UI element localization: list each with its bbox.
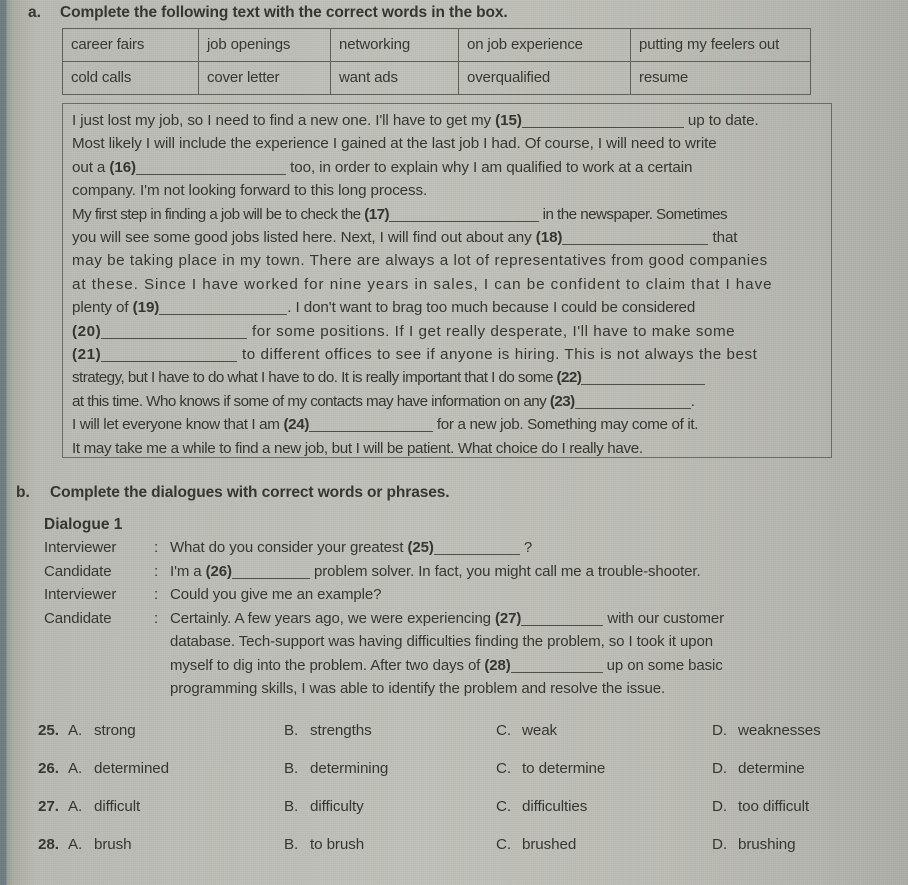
answer-blank-20[interactable] <box>101 325 247 339</box>
section-a-title: Complete the following text with the correct words in the box. <box>60 4 508 21</box>
dialogue-text <box>170 560 894 584</box>
cloze-text: I just lost my job, so I need to find a new one. I'll have to get my <box>72 112 496 129</box>
answer-blank-23[interactable] <box>575 395 691 409</box>
cloze-text: My first step in finding a job will be to check the <box>72 205 365 223</box>
multiple-choice-block <box>38 722 898 874</box>
cloze-line <box>72 437 822 460</box>
blank-number: (25) <box>407 539 434 556</box>
mc-option-text: weaknesses <box>738 722 821 739</box>
blank-number: (28) <box>484 656 511 674</box>
word-box-cell: resume <box>631 62 811 95</box>
dialogue-turn <box>44 536 894 560</box>
mc-option-text: brushed <box>522 836 577 853</box>
mc-option-text: strengths <box>310 722 372 739</box>
dialogue-colon: : <box>154 609 159 627</box>
cloze-line <box>72 296 822 319</box>
answer-blank-25[interactable] <box>434 541 520 555</box>
dialogue-title: Dialogue 1 <box>44 516 123 533</box>
word-box-cell: cover letter <box>199 62 331 95</box>
answer-blank-22[interactable] <box>581 371 705 385</box>
cloze-line <box>72 203 822 226</box>
mc-option-key: C. <box>496 798 511 815</box>
dialogue-speaker: Interviewer <box>44 539 117 556</box>
cloze-text: you will see some good jobs listed here. Next, I will find out about any <box>72 229 536 247</box>
mc-option-c[interactable] <box>496 798 712 815</box>
mc-option-key: A. <box>68 760 83 777</box>
cloze-text: for a new job. Something may come of it. <box>433 416 699 434</box>
mc-option-key: C. <box>496 722 511 739</box>
mc-question-row <box>38 760 898 798</box>
answer-blank-28[interactable] <box>511 659 603 673</box>
mc-option-key: C. <box>496 760 511 777</box>
mc-option-text: brushing <box>738 836 796 853</box>
mc-option-key: B. <box>284 836 299 853</box>
mc-option-text: difficult <box>94 798 141 815</box>
blank-number: (26) <box>205 562 232 580</box>
dialogue-speaker: Candidate <box>44 562 112 580</box>
answer-blank-24[interactable] <box>309 418 433 432</box>
dialogue-text <box>170 536 894 560</box>
dialogue-text-pre: Certainly. A few years ago, we were experiencing <box>170 609 495 627</box>
word-box-cell: putting my feelers out <box>631 29 811 62</box>
cloze-line <box>72 249 822 272</box>
cloze-text: company. I'm not looking forward to this long process. <box>72 182 428 200</box>
dialogue-text-post: problem solver. In fact, you might call me a trouble-shooter. <box>309 562 701 580</box>
dialogue-line: database. Tech-support was having difficulties finding the problem, so I took it upon <box>170 633 713 650</box>
cloze-text: too, in order to explain why I am qualified to work at a certain <box>286 158 693 176</box>
cloze-text: at this time. Who knows if some of my contacts may have information on any <box>72 392 550 410</box>
answer-blank-26[interactable] <box>232 565 310 579</box>
mc-option-key: A. <box>68 798 83 815</box>
mc-option-d[interactable] <box>712 836 902 853</box>
mc-option-key: B. <box>284 760 299 777</box>
mc-option-text: determined <box>94 760 169 777</box>
cloze-text: up to date. <box>683 112 759 129</box>
cloze-text: . I don't want to brag too much because I could be considered <box>287 299 696 317</box>
section-b-letter: b. <box>16 484 30 501</box>
table-row <box>63 29 811 62</box>
mc-option-text: determine <box>738 760 805 777</box>
mc-option-key: C. <box>496 836 511 853</box>
cloze-text: strategy, but I have to do what I have to do. It is really important that I do some <box>72 369 557 387</box>
dialogue-turn <box>44 560 894 584</box>
mc-option-a[interactable] <box>68 836 284 853</box>
cloze-line <box>72 132 822 155</box>
blank-number: (27) <box>495 609 522 627</box>
dialogue-turn <box>44 607 894 701</box>
cloze-line <box>72 226 822 249</box>
word-box-cell: want ads <box>331 62 459 95</box>
mc-option-text: strong <box>94 722 136 739</box>
answer-blank-21[interactable] <box>101 348 237 362</box>
cloze-text: may be taking place in my town. There are always a lot of representatives from good companies <box>72 252 768 270</box>
mc-option-c[interactable] <box>496 760 712 777</box>
cloze-line <box>72 390 822 413</box>
dialogue-text-post: up on some basic <box>602 656 723 674</box>
blank-number: (21) <box>72 346 102 364</box>
mc-option-a[interactable] <box>68 760 284 777</box>
word-box-cell: overqualified <box>459 62 631 95</box>
mc-option-key: A. <box>68 836 83 853</box>
mc-option-key: D. <box>712 836 727 853</box>
mc-question-row <box>38 722 898 760</box>
mc-option-text: difficulty <box>310 798 364 815</box>
dialogue-turn <box>44 583 894 607</box>
cloze-text: It may take me a while to find a new job, but I will be patient. What choice do I really have. <box>72 439 643 457</box>
answer-blank-16[interactable] <box>136 161 286 175</box>
cloze-line <box>72 343 822 366</box>
word-box-cell: networking <box>331 29 459 62</box>
blank-number: (23) <box>549 392 575 410</box>
blank-number: (15) <box>495 112 522 129</box>
mc-option-key: A. <box>68 722 83 739</box>
mc-option-text: difficulties <box>522 798 588 815</box>
cloze-text: at these. Since I have worked for nine years in sales, I can be confident to claim that I have <box>72 275 773 293</box>
table-row <box>63 62 811 95</box>
cloze-text-box <box>62 103 832 458</box>
dialogue-text-pre: I'm a <box>170 562 206 580</box>
word-box-cell: cold calls <box>63 62 199 95</box>
cloze-text: Most likely I will include the experience I gained at the last job I had. Of course, I will need to write <box>72 135 717 153</box>
mc-option-b[interactable] <box>284 836 496 853</box>
cloze-text: that <box>708 229 738 247</box>
cloze-text: . <box>690 392 695 410</box>
cloze-text: plenty of <box>72 299 133 317</box>
mc-option-b[interactable] <box>284 798 496 815</box>
mc-question-number: 27. <box>38 798 59 815</box>
dialogue-line <box>170 560 894 584</box>
cloze-text: to different offices to see if anyone is hiring. This is not always the best <box>237 346 758 364</box>
mc-question-row <box>38 798 898 836</box>
mc-question-row <box>38 836 898 874</box>
section-b-heading <box>16 484 450 502</box>
dialogue-line <box>170 536 894 560</box>
dialogue-text-post: ? <box>519 539 533 556</box>
mc-question-number: 28. <box>38 836 59 853</box>
dialogue-line <box>170 607 894 631</box>
blank-number: (19) <box>132 299 160 317</box>
dialogue-text <box>170 607 894 701</box>
mc-option-a[interactable] <box>68 722 284 739</box>
mc-option-key: B. <box>284 798 299 815</box>
blank-number: (17) <box>364 205 389 223</box>
cloze-text: out a <box>72 158 110 176</box>
mc-option-key: D. <box>712 722 727 739</box>
answer-blank-17[interactable] <box>389 208 539 222</box>
answer-blank-18[interactable] <box>562 231 708 245</box>
cloze-line <box>72 179 822 202</box>
mc-option-text: brush <box>94 836 132 853</box>
mc-option-text: too difficult <box>738 798 810 815</box>
word-box-cell: career fairs <box>63 29 199 62</box>
mc-option-key: D. <box>712 760 727 777</box>
blank-number: (24) <box>283 416 310 434</box>
answer-blank-19[interactable] <box>159 301 287 315</box>
mc-option-key: D. <box>712 798 727 815</box>
answer-blank-27[interactable] <box>521 612 603 626</box>
dialogue-speaker: Candidate <box>44 609 112 627</box>
dialogue-line: Could you give me an example? <box>170 586 382 603</box>
mc-option-b[interactable] <box>284 722 496 739</box>
cloze-line <box>72 273 822 296</box>
mc-question-number: 25. <box>38 722 59 739</box>
word-box-cell: job openings <box>199 29 331 62</box>
mc-option-d[interactable] <box>712 760 902 777</box>
word-box-table <box>62 28 811 95</box>
dialogue-block <box>44 516 894 701</box>
dialogue-speaker: Interviewer <box>44 586 117 603</box>
mc-option-key: B. <box>284 722 299 739</box>
mc-option-a[interactable] <box>68 798 284 815</box>
blank-number: (22) <box>556 369 582 387</box>
blank-number: (18) <box>535 229 563 247</box>
dialogue-text <box>170 583 894 607</box>
answer-blank-15[interactable] <box>522 114 684 128</box>
mc-option-text: weak <box>522 722 558 739</box>
cloze-line <box>72 320 822 343</box>
cloze-line <box>72 156 822 179</box>
dialogue-text-pre: myself to dig into the problem. After two days of <box>170 656 485 674</box>
dialogue-colon: : <box>154 539 159 556</box>
mc-option-d[interactable] <box>712 798 902 815</box>
mc-option-c[interactable] <box>496 836 712 853</box>
dialogue-colon: : <box>154 562 159 580</box>
cloze-line <box>72 366 822 389</box>
cloze-text: in the newspaper. Sometimes <box>539 205 728 223</box>
section-a-letter: a. <box>28 4 41 21</box>
mc-option-b[interactable] <box>284 760 496 777</box>
blank-number: (16) <box>109 158 137 176</box>
section-a-heading <box>28 4 508 22</box>
mc-option-d[interactable] <box>712 722 902 739</box>
word-box-cell: on job experience <box>459 29 631 62</box>
mc-question-number: 26. <box>38 760 59 777</box>
mc-option-c[interactable] <box>496 722 712 739</box>
cloze-line <box>72 109 822 132</box>
dialogue-colon: : <box>154 586 159 603</box>
mc-option-text: to determine <box>522 760 606 777</box>
dialogue-line: programming skills, I was able to identify the problem and resolve the issue. <box>170 680 666 697</box>
dialogue-text-post: with our customer <box>603 609 725 627</box>
section-b-title: Complete the dialogues with correct words or phrases. <box>50 484 450 501</box>
cloze-line <box>72 413 822 436</box>
mc-option-text: to brush <box>310 836 365 853</box>
dialogue-text-pre: What do you consider your greatest <box>170 539 408 556</box>
cloze-text: I will let everyone know that I am <box>72 416 284 434</box>
blank-number: (20) <box>72 322 102 340</box>
mc-option-text: determining <box>310 760 389 777</box>
cloze-text: for some positions. If I get really desperate, I'll have to make some <box>247 322 736 340</box>
dialogue-line <box>170 654 894 678</box>
